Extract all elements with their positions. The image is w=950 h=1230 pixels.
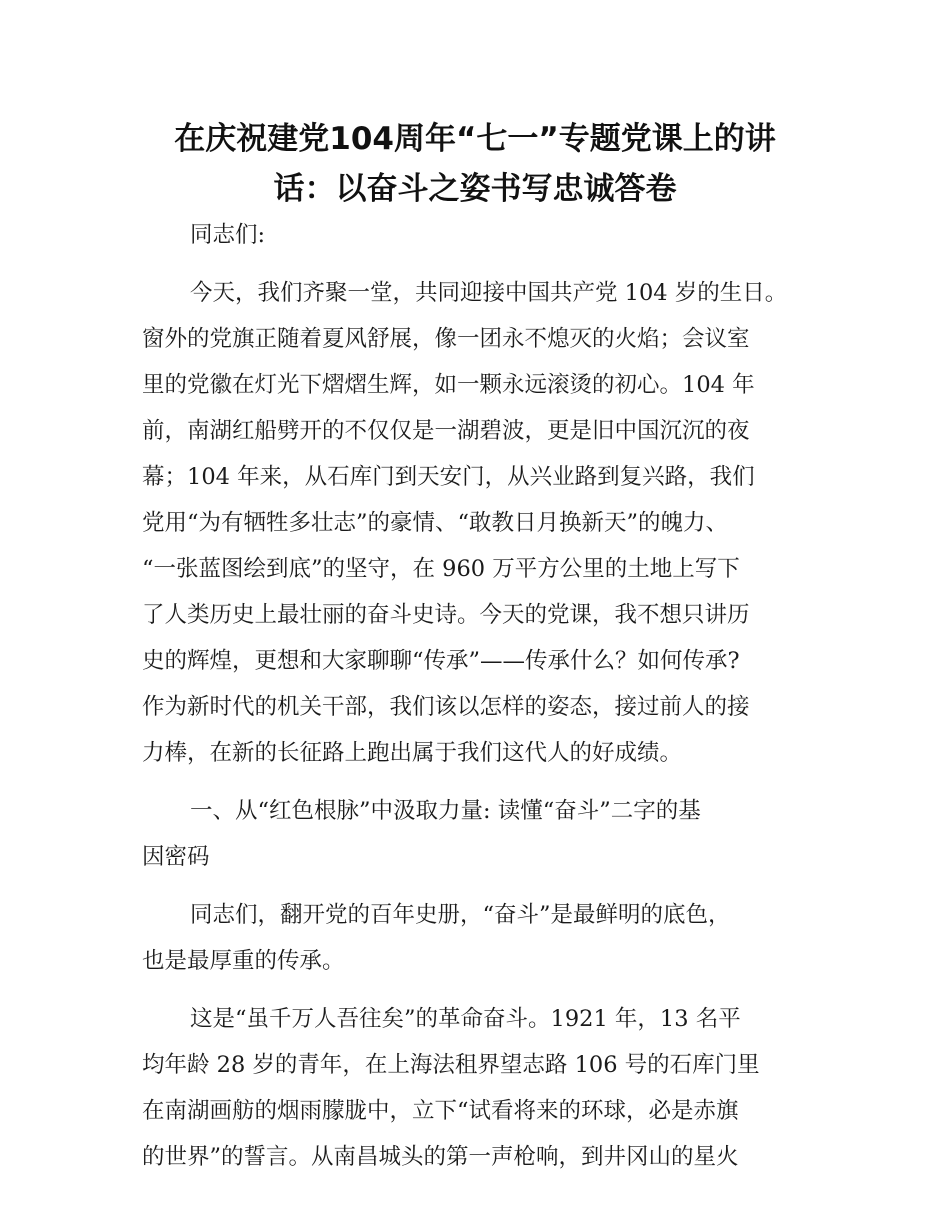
paragraph-line: 均年龄 28 岁的青年，在上海法租界望志路 106 号的石库门里	[142, 1052, 760, 1078]
title-line: 在庆祝建党104周年“七一”专题党课上的讲	[174, 121, 776, 157]
paragraph-line: 党用“为有牺牲多壮志”的豪情、“敢教日月换新天”的魄力、	[142, 510, 729, 536]
paragraph-revolution	[142, 996, 822, 1180]
document-title	[140, 114, 810, 214]
paragraph-intro	[142, 270, 822, 776]
paragraph-line: “一张蓝图绘到底”的坚守，在 960 万平方公里的土地上写下	[142, 556, 740, 582]
paragraph-line: 窗外的党旗正随着夏风舒展，像一团永不熄灭的火焰；会议室	[142, 326, 750, 352]
paragraph-line: 里的党徽在灯光下熠熠生辉，如一颗永远滚烫的初心。104 年	[142, 372, 755, 398]
paragraph-line: 前，南湖红船劈开的不仅仅是一湖碧波，更是旧中国沉沉的夜	[142, 418, 750, 444]
paragraph-line: 作为新时代的机关干部，我们该以怎样的姿态，接过前人的接	[142, 694, 750, 720]
paragraph-line: 在南湖画舫的烟雨朦胧中，立下“试看将来的环球，必是赤旗	[142, 1098, 739, 1124]
paragraph-line: 幕；104 年来，从石库门到天安门，从兴业路到复兴路，我们	[142, 464, 755, 490]
paragraph-line: 的世界”的誓言。从南昌城头的第一声枪响，到井冈山的星火	[142, 1144, 739, 1170]
paragraph-line: 今天，我们齐聚一堂，共同迎接中国共产党 104 岁的生日。	[190, 280, 788, 306]
paragraph-line: 了人类历史上最壮丽的奋斗史诗。今天的党课，我不想只讲历	[142, 602, 750, 628]
paragraph-line: 同志们，翻开党的百年史册，“奋斗”是最鲜明的底色，	[190, 902, 731, 928]
paragraph-line: 史的辉煌，更想和大家聊聊“传承”——传承什么？如何传承?	[142, 648, 740, 674]
paragraph-line: 也是最厚重的传承。	[142, 948, 345, 974]
section-heading	[142, 788, 822, 880]
title-line: 话：以奋斗之姿书写忠诚答卷	[273, 171, 677, 207]
paragraph-line: 一、从“红色根脉”中汲取力量: 读懂“奋斗”二字的基	[190, 798, 701, 824]
paragraph-salutation	[142, 212, 822, 258]
paragraph-line: 因密码	[142, 844, 210, 870]
paragraph-line: 同志们:	[190, 222, 266, 248]
paragraph-line: 力棒，在新的长征路上跑出属于我们这代人的好成绩。	[142, 740, 683, 766]
paragraph-struggle	[142, 892, 822, 984]
document-body	[142, 212, 822, 1180]
paragraph-line: 这是“虽千万人吾往矣”的革命奋斗。1921 年，13 名平	[190, 1006, 741, 1032]
